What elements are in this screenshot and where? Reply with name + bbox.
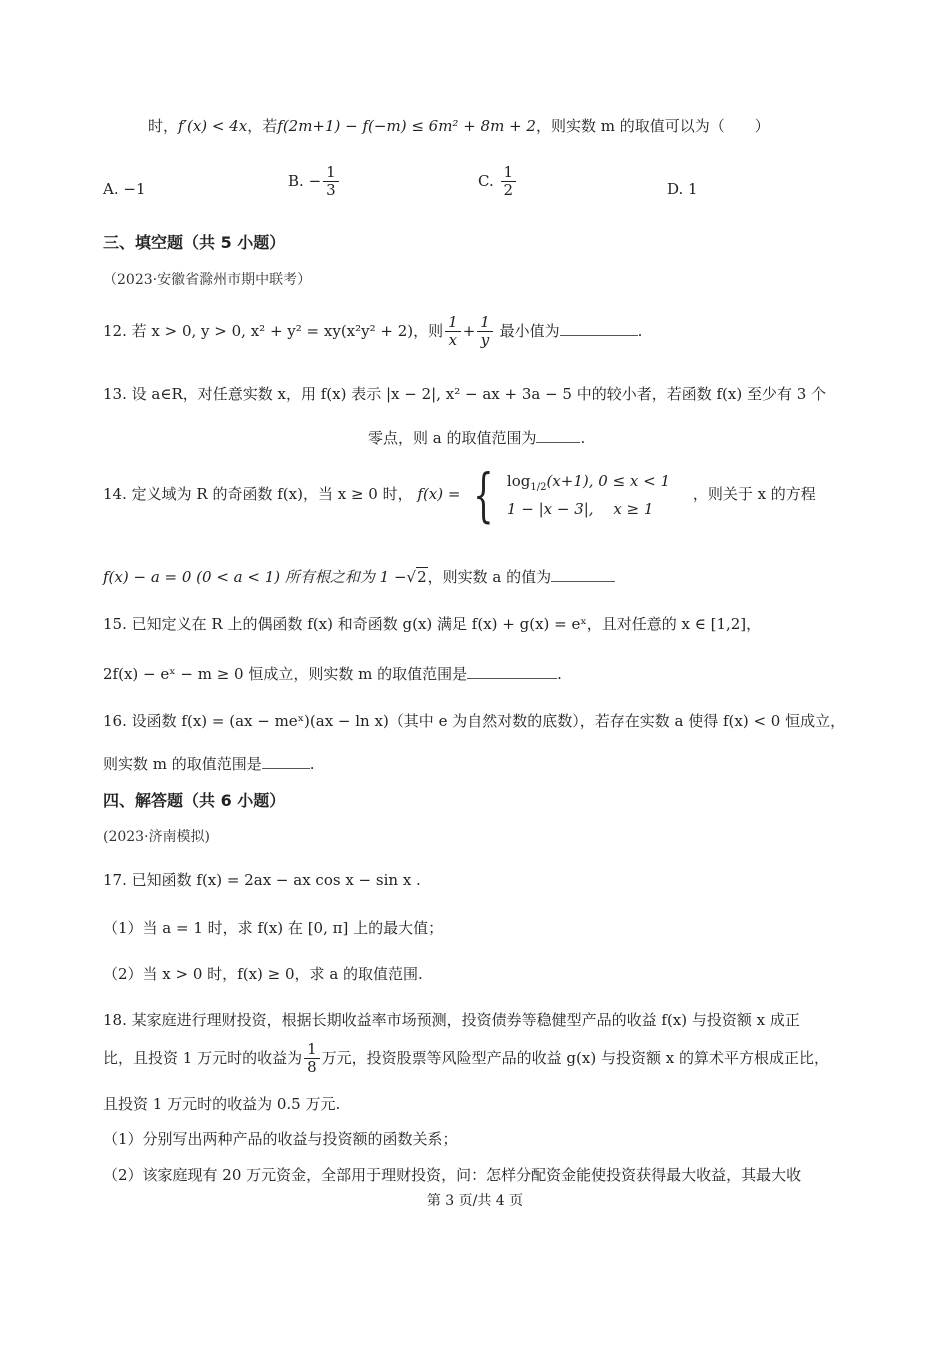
q18-fraction: $\frac{1}{8}$: [304, 1041, 320, 1077]
q11-option-c: C. $\frac{1}{2}$: [478, 164, 518, 200]
sqrt-symbol: √: [406, 568, 417, 586]
q11-option-c-fraction: $\frac{1}{2}$: [501, 164, 517, 200]
q11-option-d: D. 1: [667, 180, 698, 198]
q15-line1: 15. 已知定义在 R 上的偶函数 f(x) 和奇函数 g(x) 满足 f(x) + g(x) = eˣ，且对任意的 x ∈ [1,2]，: [103, 615, 762, 633]
q18-line3: 且投资 1 万元时的收益为 0.5 万元.: [103, 1095, 341, 1113]
q14-line2: f(x) − a = 0 (0 < a < 1) 所有根之和为 1 −√2，则实数 a 的值为: [103, 567, 615, 586]
q12-fraction-2: $\frac{1}{y}$: [477, 314, 493, 350]
q18-part2: （2）该家庭现有 20 万元资金，全部用于理财投资，问：怎样分配资金能使投资获得最大收益，其最大收: [103, 1166, 802, 1184]
q17-stem: 17. 已知函数 f(x) = 2ax − ax cos x − sin x .: [103, 871, 421, 889]
q12: 12. 若 x > 0, y > 0, x² + y² = xy(x²y² + 2)，则 $\frac{1}{x}$ + $\frac{1}{y}$ 最小值为 .: [103, 313, 643, 350]
section4-title: 四、解答题（共 6 小题）: [103, 791, 286, 810]
section3-source: （2023·安徽省滁州市期中联考）: [103, 272, 312, 288]
q13-line1: 13. 设 a∈R，对任意实数 x，用 f(x) 表示 |x − 2|, x² − ax + 3a − 5 中的较小者，若函数 f(x) 至少有 3 个: [103, 385, 827, 403]
q14-answer-blank[interactable]: [551, 567, 615, 582]
q17-part1: （1）当 a = 1 时，求 f(x) 在 [0, π] 上的最大值；: [103, 919, 444, 937]
q17-part2: （2）当 x > 0 时，f(x) ≥ 0，求 a 的取值范围.: [103, 965, 423, 983]
q11-option-b: B. − $\frac{1}{3}$: [288, 164, 341, 200]
q18-line2: 比，且投资 1 万元时的收益为 $\frac{1}{8}$ 万元，投资股票等风险型产品的收益 g(x) 与投资额 x 的算术平方根成正比，: [103, 1040, 829, 1077]
q12-fraction-1: $\frac{1}{x}$: [445, 314, 461, 350]
q16-line1: 16. 设函数 f(x) = (ax − meˣ)(ax − ln x)（其中 e 为自然对数的底数），若存在实数 a 使得 f(x) < 0 恒成立，: [103, 712, 846, 730]
q14-piecewise: $\log_{1/2}(x+1)$, 0 ≤ x < 1 1 − |x − 3|, x ≥ 1: [506, 471, 671, 519]
section3-title: 三、填空题（共 5 小题）: [103, 233, 286, 252]
q11-condition-line: 时，f′(x) < 4x，若f(2m+1) − f(−m) ≤ 6m² + 8m + 2，则实数 m 的取值可以为（ ）: [148, 117, 770, 135]
page-footer: 第 3 页/共 4 页: [426, 1193, 524, 1209]
q15-line2: 2f(x) − eˣ − m ≥ 0 恒成立，则实数 m 的取值范围是 .: [103, 665, 562, 683]
q16-answer-blank[interactable]: [262, 754, 310, 769]
q12-answer-blank[interactable]: [560, 321, 638, 336]
q15-answer-blank[interactable]: [467, 664, 557, 679]
q11-option-b-fraction: $\frac{1}{3}$: [323, 164, 339, 200]
q16-line2: 则实数 m 的取值范围是 .: [103, 755, 315, 773]
q18-part1: （1）分别写出两种产品的收益与投资额的函数关系；: [103, 1130, 458, 1148]
section4-source: (2023·济南模拟): [103, 829, 211, 845]
q11-option-a: A. −1: [103, 180, 146, 198]
q18-line1: 18. 某家庭进行理财投资，根据长期收益率市场预测，投资债券等稳健型产品的收益 f(x) 与投资额 x 成正: [103, 1011, 800, 1029]
q14-brace: {: [473, 461, 494, 529]
q13-line2: 零点，则 a 的取值范围为 .: [368, 429, 586, 447]
q13-answer-blank[interactable]: [536, 428, 580, 443]
q14-line1: 14. 定义域为 R 的奇函数 f(x)，当 x ≥ 0 时， f(x) = { $\log_{1/2}(x+1)$, 0 ≤ x < 1 1 − |x − 3|, x ≥ 1 ，则关于 x 的方程: [103, 461, 816, 529]
